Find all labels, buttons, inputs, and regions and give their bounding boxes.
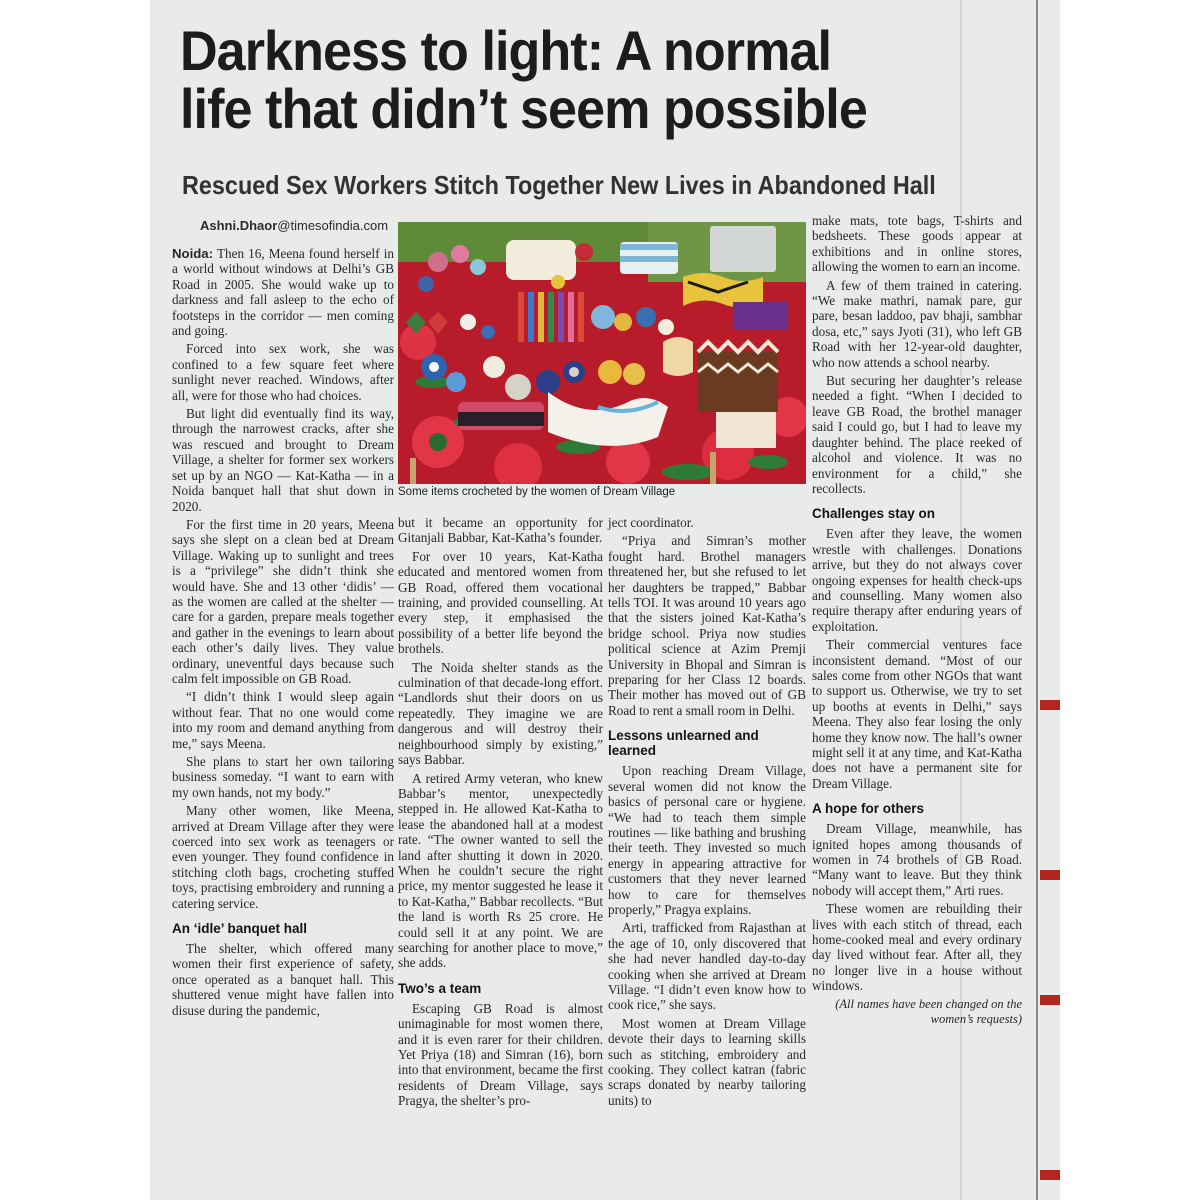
section-heading: Challenges stay on xyxy=(812,506,936,522)
paragraph: “Priya and Simran’s mother fought hard. Brothel managers threatened her, but she refused to let her daughters be trapped,” Babbar tells TOI. It was around 10 years ago that the sisters joined Kat-Katha’s bridge school. Priya now studies political science at Azim Premji University in Bhopal and Simran is preparing for her Class 12 boards. Their mother has moved out of GB Road to rent a small room in Delhi. xyxy=(608,533,806,718)
paragraph: Many other women, like Meena, arrived at Dream Village after they were coerced into sex work as teenagers or even younger. They found confidence in stitching cloth bags, crocheting stuffed toys, practising embroidery and running a catering service. xyxy=(172,803,394,911)
paragraph: but it became an opportunity for Gitanjali Babbar, Kat-Katha’s founder. xyxy=(398,515,603,546)
paragraph: The Noida shelter stands as the culmination of that decade-long effort. “Landlords shut their doors on us repeatedly. They imagine we are dangerous and will destroy their neighbourhood simply by existing,” says Babbar. xyxy=(398,659,603,768)
paragraph: The shelter, which offered many women their first experience of safety, once operated as a banquet hall. This shuttered venue might have fallen into disuse during the pandemic, xyxy=(172,941,394,1018)
article-column-1 xyxy=(172,246,394,1021)
dateline: Noida: xyxy=(172,246,214,261)
red-bullet xyxy=(1040,1170,1060,1180)
paragraph: A few of them trained in catering. “We make mathri, namak pare, gur pare, besan laddoo, pav bhaji, sambhar dosa, etc,” says Jyoti (31), who left GB Road with her 12-year-old daughter, who now attends a school nearby. xyxy=(812,277,1022,370)
paragraph: For the first time in 20 years, Meena says she slept on a clean bed at Dream Village. Waking up to sunlight and trees is a “privilege” she didn’t think she would have. She and 13 other ‘didis’ — as the women are called at the shelter — care for a garden, prepare meals together and gather in the evenings to learn about each other’s daily lives. They value ordinary, uneventful days because such calm felt impossible on GB Road. xyxy=(172,516,394,686)
paragraph: These women are rebuilding their lives with each stitch of thread, each home-cooked meal and every ordinary day lived without fear. After all, they no longer live in a house without windows. xyxy=(812,901,1022,994)
subheadline: Rescued Sex Workers Stitch Together New Lives in Abandoned Hall xyxy=(182,170,936,200)
byline xyxy=(200,218,388,233)
article-column-4 xyxy=(812,213,1022,1031)
paragraph xyxy=(172,246,394,338)
editor-note: (All names have been changed on the women’s requests) xyxy=(835,996,1022,1027)
paragraph: Even after they leave, the women wrestle with challenges. Donations arrive, but they do not always cover ongoing expenses for health check-ups and counselling. Many women also require therapy after enduring years of exploitation. xyxy=(812,526,1022,634)
photo-illustration xyxy=(398,222,806,484)
headline-line-1: Darkness to light: A normal xyxy=(180,19,832,82)
crochet-items-photo xyxy=(398,222,806,484)
section-heading: A hope for others xyxy=(812,801,925,817)
paragraph: “I didn’t think I would sleep again without fear. That no one would come into my room and demand anything from me,” says Meena. xyxy=(172,689,394,751)
paragraph: Dream Village, meanwhile, has ignited hopes among thousands of women in 74 brothels of GB Road. “Many want to leave. But they think nobody will accept them,” Arti rues. xyxy=(812,821,1022,898)
red-bullet xyxy=(1040,995,1060,1005)
article-column-2 xyxy=(398,515,603,1112)
paragraph: She plans to start her own tailoring business someday. “I want to earn with my own hands, not my body.” xyxy=(172,754,394,800)
adjacent-article-edge xyxy=(1040,0,1060,1200)
headline xyxy=(180,19,961,140)
paragraph: Upon reaching Dream Village, several women did not know the basics of personal care or hygiene. “We had to teach them simple routines — like bathing and brushing their teeth. They invested so much energy in appearing attractive for customers that they never learned how to care for themselves properly,” Pragya explains. xyxy=(608,763,806,917)
paragraph: ject coordinator. xyxy=(608,515,694,530)
paragraph: Most women at Dream Village devote their days to learning skills such as stitching, embroidery and cooking. They collect katran (fabric scraps donated by nearby tailoring units) to xyxy=(608,1015,806,1108)
photo-caption: Some items crocheted by the women of Dream Village xyxy=(398,486,676,498)
section-heading: Two’s a team xyxy=(398,980,482,996)
paragraph: Forced into sex work, she was confined to a few square feet where sunlight never reached. Windows, after all, were for those who had choices. xyxy=(172,341,394,403)
paragraph: For over 10 years, Kat-Katha educated and mentored women from GB Road, offered them vocational training, and provided counselling. At every step, it emphasised the possibility of a better life beyond the brothels. xyxy=(398,548,603,657)
section-heading: An ‘idle’ banquet hall xyxy=(172,921,308,937)
paragraph: Arti, trafficked from Rajasthan at the age of 10, only discovered that she had never handled day-to-day cooking when she arrived at Dream Village. “I didn’t even know how to cook rice,” she says. xyxy=(608,920,806,1013)
red-bullet xyxy=(1040,700,1060,710)
author-email-domain: @timesofindia.com xyxy=(277,218,389,233)
section-heading: Lessons unlearned and learned xyxy=(608,728,759,759)
paragraph: A retired Army veteran, who knew Babbar’s mentor, unexpectedly stepped in. He allowed Kat-Katha to lease the abandoned hall at a modest rate. “The owner wanted to sell the land after shutting it down in 2020. When he couldn’t secure the right price, my mentor suggested he lease it to Kat-Katha,” Babbar recollects. “But the land is worth Rs 25 crore. He could sell it at any point. We are searching for another place to move,” she adds. xyxy=(398,770,603,971)
headline-line-2: life that didn’t seem possible xyxy=(180,77,867,140)
author-name: Ashni.Dhaor xyxy=(200,218,278,233)
paragraph: make mats, tote bags, T-shirts and bedsheets. These goods appear at exhibitions and in online stores, allowing the women to earn an income. xyxy=(812,213,1022,275)
paragraph: But light did eventually find its way, through the narrowest cracks, after she was rescued and brought to Dream Village, a shelter for former sex workers set up by an NGO — Kat-Katha — in a Noida banquet hall that shut down in 2020. xyxy=(172,406,394,514)
paragraph: Escaping GB Road is almost unimaginable for most women there, and it is even rarer for their children. Yet Priya (18) and Simran (16), born into that environment, became the first residents of Dream Village, says Pragya, the shelter’s pro- xyxy=(398,1000,603,1109)
red-bullet xyxy=(1040,870,1060,880)
column-divider xyxy=(1036,0,1038,1200)
article-column-3 xyxy=(608,515,806,1111)
paragraph-text: Then 16, Meena found herself in a world without windows at Delhi’s GB Road in 2005. She would wake up to darkness and fall asleep to the echo of footsteps in the corridor — men coming and going. xyxy=(172,246,394,339)
paragraph: But securing her daughter’s release needed a fight. “When I decided to leave GB Road, the brothel manager said I could go, but I had to leave my daughter behind. The place reeked of alcohol and violence. It was no environment for a child,” she recollects. xyxy=(812,373,1022,496)
paragraph: Their commercial ventures face inconsistent demand. “Most of our sales come from other NGOs that want to support us. Otherwise, we try to set up booths at events in Delhi,” says Meena. They also fear losing the only home they know now. The hall’s owner might sell it at any time, and Kat-Katha does not have a permanent site for Dream Village. xyxy=(812,637,1022,791)
